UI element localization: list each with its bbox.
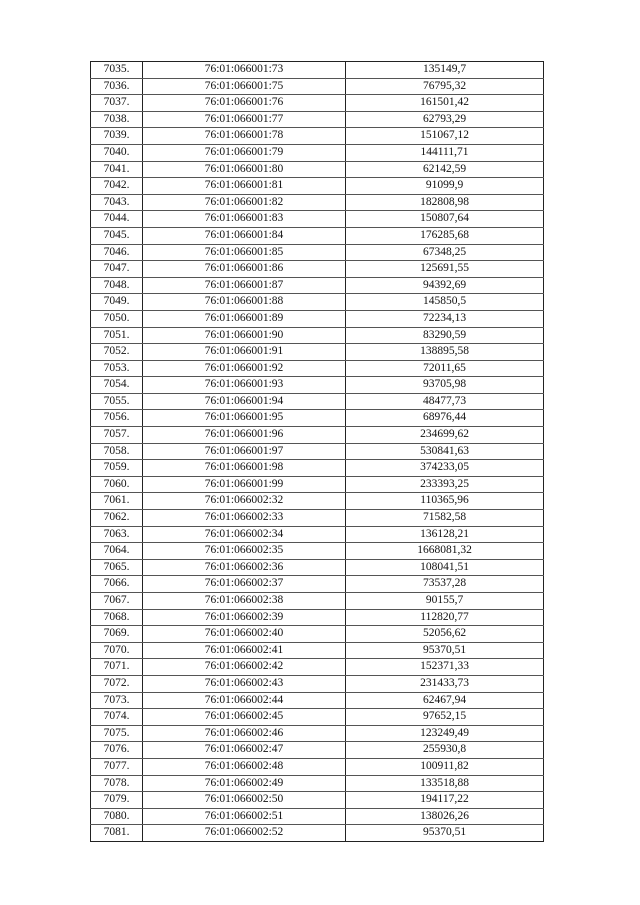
table-row [91, 476, 544, 493]
table-row [91, 344, 544, 361]
table-row [91, 775, 544, 792]
cadastral-number-cell: 76:01:066001:86 [143, 261, 346, 278]
row-number-cell: 7063. [91, 526, 143, 543]
value-cell: 123249,49 [346, 725, 544, 742]
cadastral-number-cell: 76:01:066002:45 [143, 709, 346, 726]
row-number-cell: 7038. [91, 111, 143, 128]
value-cell: 138026,26 [346, 808, 544, 825]
row-number-cell: 7079. [91, 792, 143, 809]
row-number-cell: 7047. [91, 261, 143, 278]
row-number-cell: 7062. [91, 510, 143, 527]
cadastral-number-cell: 76:01:066001:89 [143, 310, 346, 327]
cadastral-number-cell: 76:01:066001:98 [143, 460, 346, 477]
row-number-cell: 7045. [91, 227, 143, 244]
row-number-cell: 7050. [91, 310, 143, 327]
cadastral-number-cell: 76:01:066001:95 [143, 410, 346, 427]
row-number-cell: 7075. [91, 725, 143, 742]
cadastral-number-cell: 76:01:066001:78 [143, 128, 346, 145]
cadastral-number-cell: 76:01:066001:85 [143, 244, 346, 261]
cadastral-number-cell: 76:01:066002:39 [143, 609, 346, 626]
table-row [91, 675, 544, 692]
row-number-cell: 7051. [91, 327, 143, 344]
table-row [91, 443, 544, 460]
value-cell: 152371,33 [346, 659, 544, 676]
value-cell: 136128,21 [346, 526, 544, 543]
cadastral-number-cell: 76:01:066002:49 [143, 775, 346, 792]
cadastral-number-cell: 76:01:066001:81 [143, 178, 346, 195]
table-row [91, 742, 544, 759]
table-row [91, 792, 544, 809]
row-number-cell: 7035. [91, 62, 143, 79]
value-cell: 530841,63 [346, 443, 544, 460]
cadastral-table [90, 61, 544, 842]
value-cell: 110365,96 [346, 493, 544, 510]
cadastral-number-cell: 76:01:066002:44 [143, 692, 346, 709]
table-row [91, 725, 544, 742]
value-cell: 73537,28 [346, 576, 544, 593]
value-cell: 234699,62 [346, 427, 544, 444]
cadastral-number-cell: 76:01:066001:75 [143, 78, 346, 95]
row-number-cell: 7044. [91, 211, 143, 228]
cadastral-number-cell: 76:01:066001:84 [143, 227, 346, 244]
cadastral-number-cell: 76:01:066001:97 [143, 443, 346, 460]
row-number-cell: 7046. [91, 244, 143, 261]
row-number-cell: 7081. [91, 825, 143, 842]
cadastral-number-cell: 76:01:066001:77 [143, 111, 346, 128]
table-row [91, 294, 544, 311]
table-row [91, 393, 544, 410]
row-number-cell: 7054. [91, 377, 143, 394]
table-row [91, 493, 544, 510]
cadastral-number-cell: 76:01:066002:51 [143, 808, 346, 825]
cadastral-number-cell: 76:01:066002:41 [143, 642, 346, 659]
table-row [91, 261, 544, 278]
row-number-cell: 7077. [91, 758, 143, 775]
row-number-cell: 7078. [91, 775, 143, 792]
value-cell: 72234,13 [346, 310, 544, 327]
table-row [91, 194, 544, 211]
value-cell: 108041,51 [346, 559, 544, 576]
row-number-cell: 7042. [91, 178, 143, 195]
table-row [91, 244, 544, 261]
cadastral-number-cell: 76:01:066002:50 [143, 792, 346, 809]
table-row [91, 111, 544, 128]
table-row [91, 277, 544, 294]
value-cell: 97652,15 [346, 709, 544, 726]
cadastral-number-cell: 76:01:066001:87 [143, 277, 346, 294]
cadastral-number-cell: 76:01:066001:92 [143, 360, 346, 377]
table-row [91, 576, 544, 593]
value-cell: 76795,32 [346, 78, 544, 95]
table-row [91, 692, 544, 709]
table-row [91, 559, 544, 576]
cadastral-number-cell: 76:01:066002:48 [143, 758, 346, 775]
table-row [91, 709, 544, 726]
value-cell: 71582,58 [346, 510, 544, 527]
value-cell: 68976,44 [346, 410, 544, 427]
cadastral-number-cell: 76:01:066002:35 [143, 543, 346, 560]
table-row [91, 642, 544, 659]
table-body [91, 62, 544, 842]
value-cell: 144111,71 [346, 144, 544, 161]
row-number-cell: 7055. [91, 393, 143, 410]
row-number-cell: 7036. [91, 78, 143, 95]
row-number-cell: 7073. [91, 692, 143, 709]
cadastral-number-cell: 76:01:066001:99 [143, 476, 346, 493]
table-row [91, 593, 544, 610]
value-cell: 145850,5 [346, 294, 544, 311]
table-row [91, 95, 544, 112]
cadastral-number-cell: 76:01:066001:90 [143, 327, 346, 344]
value-cell: 133518,88 [346, 775, 544, 792]
cadastral-number-cell: 76:01:066002:40 [143, 626, 346, 643]
table-row [91, 626, 544, 643]
table-row [91, 227, 544, 244]
value-cell: 67348,25 [346, 244, 544, 261]
table-row [91, 78, 544, 95]
value-cell: 125691,55 [346, 261, 544, 278]
table-row [91, 327, 544, 344]
row-number-cell: 7056. [91, 410, 143, 427]
value-cell: 176285,68 [346, 227, 544, 244]
row-number-cell: 7040. [91, 144, 143, 161]
table-row [91, 144, 544, 161]
value-cell: 95370,51 [346, 825, 544, 842]
row-number-cell: 7064. [91, 543, 143, 560]
table-row [91, 211, 544, 228]
cadastral-number-cell: 76:01:066002:36 [143, 559, 346, 576]
row-number-cell: 7052. [91, 344, 143, 361]
table-row [91, 808, 544, 825]
cadastral-number-cell: 76:01:066001:91 [143, 344, 346, 361]
table-row [91, 543, 544, 560]
row-number-cell: 7037. [91, 95, 143, 112]
cadastral-number-cell: 76:01:066002:52 [143, 825, 346, 842]
row-number-cell: 7068. [91, 609, 143, 626]
value-cell: 100911,82 [346, 758, 544, 775]
value-cell: 161501,42 [346, 95, 544, 112]
value-cell: 62142,59 [346, 161, 544, 178]
table-row [91, 609, 544, 626]
row-number-cell: 7053. [91, 360, 143, 377]
value-cell: 231433,73 [346, 675, 544, 692]
value-cell: 151067,12 [346, 128, 544, 145]
value-cell: 112820,77 [346, 609, 544, 626]
table-row [91, 128, 544, 145]
document-page [90, 61, 543, 842]
table-row [91, 178, 544, 195]
row-number-cell: 7067. [91, 593, 143, 610]
cadastral-number-cell: 76:01:066001:93 [143, 377, 346, 394]
value-cell: 72011,65 [346, 360, 544, 377]
table-row [91, 360, 544, 377]
value-cell: 93705,98 [346, 377, 544, 394]
value-cell: 95370,51 [346, 642, 544, 659]
value-cell: 52056,62 [346, 626, 544, 643]
value-cell: 233393,25 [346, 476, 544, 493]
row-number-cell: 7071. [91, 659, 143, 676]
value-cell: 62793,29 [346, 111, 544, 128]
table-row [91, 758, 544, 775]
table-row [91, 410, 544, 427]
value-cell: 255930,8 [346, 742, 544, 759]
row-number-cell: 7048. [91, 277, 143, 294]
row-number-cell: 7041. [91, 161, 143, 178]
value-cell: 62467,94 [346, 692, 544, 709]
table-row [91, 427, 544, 444]
cadastral-number-cell: 76:01:066002:34 [143, 526, 346, 543]
cadastral-number-cell: 76:01:066002:33 [143, 510, 346, 527]
table-row [91, 510, 544, 527]
row-number-cell: 7080. [91, 808, 143, 825]
row-number-cell: 7057. [91, 427, 143, 444]
cadastral-number-cell: 76:01:066001:82 [143, 194, 346, 211]
value-cell: 138895,58 [346, 344, 544, 361]
cadastral-number-cell: 76:01:066001:80 [143, 161, 346, 178]
table-row [91, 377, 544, 394]
value-cell: 48477,73 [346, 393, 544, 410]
cadastral-number-cell: 76:01:066002:43 [143, 675, 346, 692]
value-cell: 135149,7 [346, 62, 544, 79]
row-number-cell: 7069. [91, 626, 143, 643]
cadastral-number-cell: 76:01:066002:46 [143, 725, 346, 742]
row-number-cell: 7058. [91, 443, 143, 460]
row-number-cell: 7059. [91, 460, 143, 477]
value-cell: 182808,98 [346, 194, 544, 211]
row-number-cell: 7072. [91, 675, 143, 692]
table-row [91, 310, 544, 327]
value-cell: 1668081,32 [346, 543, 544, 560]
row-number-cell: 7065. [91, 559, 143, 576]
value-cell: 150807,64 [346, 211, 544, 228]
cadastral-number-cell: 76:01:066001:83 [143, 211, 346, 228]
value-cell: 83290,59 [346, 327, 544, 344]
row-number-cell: 7061. [91, 493, 143, 510]
cadastral-number-cell: 76:01:066001:79 [143, 144, 346, 161]
row-number-cell: 7049. [91, 294, 143, 311]
table-row [91, 161, 544, 178]
cadastral-number-cell: 76:01:066001:76 [143, 95, 346, 112]
table-row [91, 460, 544, 477]
row-number-cell: 7070. [91, 642, 143, 659]
value-cell: 90155,7 [346, 593, 544, 610]
cadastral-number-cell: 76:01:066002:32 [143, 493, 346, 510]
cadastral-number-cell: 76:01:066002:37 [143, 576, 346, 593]
value-cell: 374233,05 [346, 460, 544, 477]
table-row [91, 526, 544, 543]
cadastral-number-cell: 76:01:066002:42 [143, 659, 346, 676]
row-number-cell: 7074. [91, 709, 143, 726]
row-number-cell: 7076. [91, 742, 143, 759]
cadastral-number-cell: 76:01:066001:73 [143, 62, 346, 79]
cadastral-number-cell: 76:01:066001:94 [143, 393, 346, 410]
cadastral-number-cell: 76:01:066001:88 [143, 294, 346, 311]
row-number-cell: 7043. [91, 194, 143, 211]
table-row [91, 825, 544, 842]
cadastral-number-cell: 76:01:066002:38 [143, 593, 346, 610]
row-number-cell: 7039. [91, 128, 143, 145]
table-row [91, 659, 544, 676]
cadastral-number-cell: 76:01:066001:96 [143, 427, 346, 444]
value-cell: 194117,22 [346, 792, 544, 809]
value-cell: 94392,69 [346, 277, 544, 294]
value-cell: 91099,9 [346, 178, 544, 195]
cadastral-number-cell: 76:01:066002:47 [143, 742, 346, 759]
row-number-cell: 7066. [91, 576, 143, 593]
row-number-cell: 7060. [91, 476, 143, 493]
table-row [91, 62, 544, 79]
